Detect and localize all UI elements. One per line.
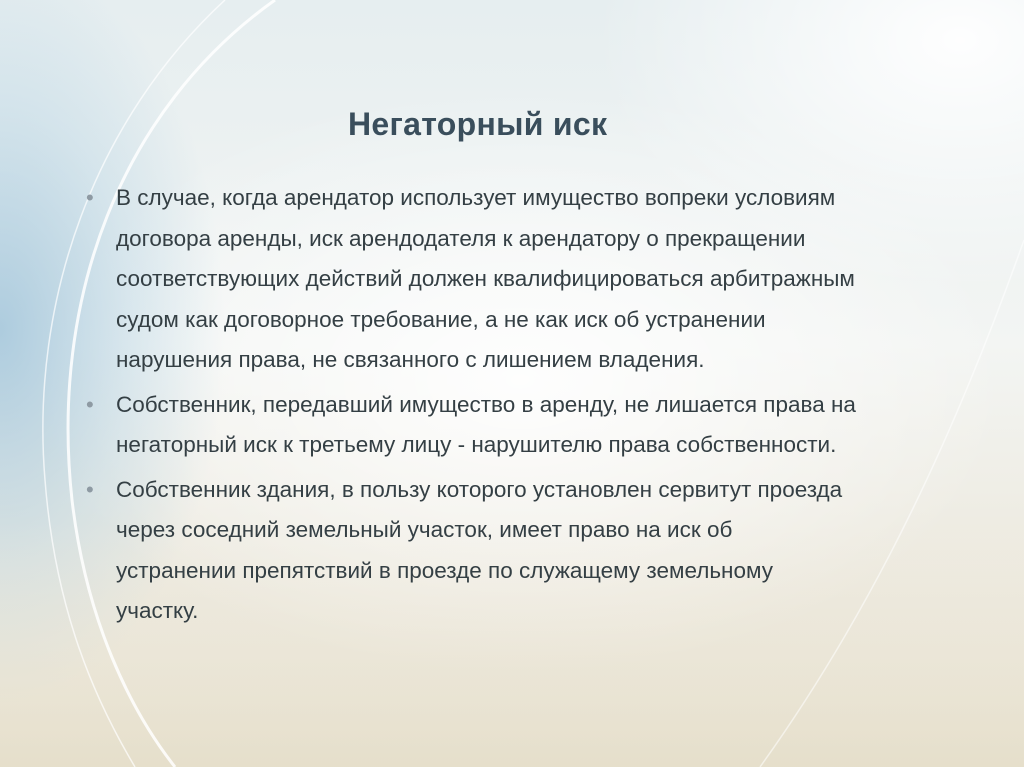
bullet-list bbox=[0, 178, 1024, 636]
bullet-item-2 bbox=[0, 385, 1024, 466]
bullet-marker-icon: • bbox=[86, 185, 94, 210]
slide-title: Негаторный иск bbox=[348, 106, 608, 142]
bullet-marker-icon: • bbox=[86, 476, 94, 502]
bullet-line: участку. bbox=[116, 598, 199, 623]
bullet-line: В случае, когда арендатор использует имущество вопреки условиям bbox=[116, 185, 836, 210]
bullet-line: судом как договорное требование, а не как иск об устранении bbox=[116, 306, 766, 332]
bullet-line: соответствующих действий должен квалифицироваться арбитражным bbox=[116, 266, 855, 291]
bullet-marker-icon: • bbox=[86, 391, 94, 417]
bullet-line: нарушения права, не связанного с лишением владения. bbox=[116, 347, 705, 372]
bullet-line: устранении препятствий в проезде по служащему земельному bbox=[116, 557, 773, 583]
bullet-line: через соседний земельный участок, имеет право на иск об bbox=[116, 517, 733, 542]
bullet-line: Собственник, передавший имущество в аренду, не лишается права на bbox=[116, 391, 856, 417]
bullet-item-1 bbox=[0, 178, 1024, 381]
bullet-line: Собственник здания, в пользу которого установлен сервитут проезда bbox=[116, 476, 843, 502]
bullet-item-3 bbox=[0, 470, 1024, 632]
bullet-line: договора аренды, иск арендодателя к арендатору о прекращении bbox=[116, 225, 806, 251]
bullet-line: негаторный иск к третьему лицу - нарушителю права собственности. bbox=[116, 432, 837, 457]
